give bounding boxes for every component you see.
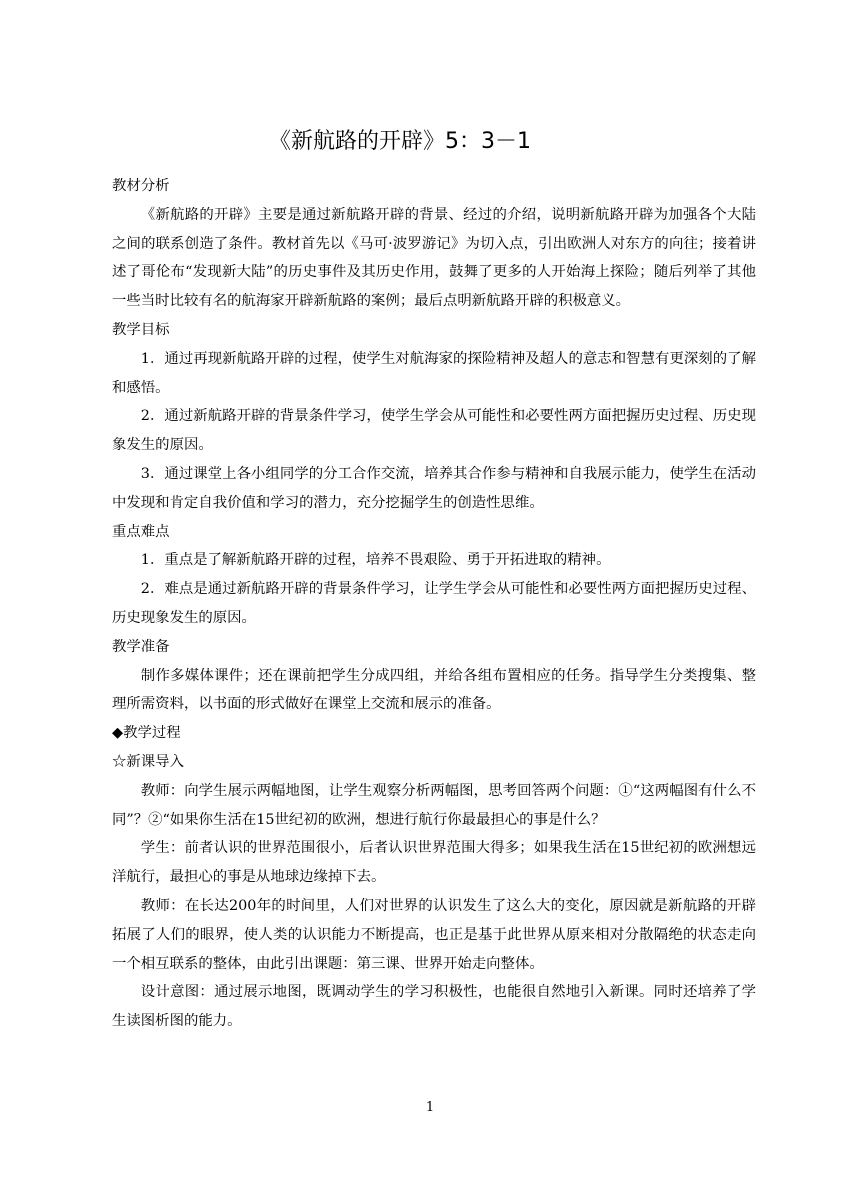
paragraph: 《新航路的开辟》主要是通过新航路开辟的背景、经过的介绍，说明新航路开辟为加强各个大陆之间的联系创造了条件。教材首先以《马可·波罗游记》为切入点，引出欧洲人对东方的向往；接着讲述了哥伦布“发现新大陆”的历史事件及其历史作用，鼓舞了更多的人开始海上探险；随后列举了其他一些当时比较有名的航海家开辟新航路的案例；最后点明新航路开辟的积极意义。 xyxy=(112,206,756,310)
paragraph: 3．通过课堂上各小组同学的分工合作交流，培养其合作参与精神和自我展示能力，使学生在活动中发现和肯定自我价值和学习的潜力，充分挖掘学生的创造性思维。 xyxy=(112,465,756,511)
section-heading: ◆教学过程 xyxy=(112,725,181,742)
document-title: 《新航路的开辟》5：3－1 xyxy=(269,129,531,154)
paragraph: 2．难点是通过新航路开辟的背景条件学习，让学生学会从可能性和必要性两方面把握历史过程、历史现象发生的原因。 xyxy=(112,581,756,626)
document-body xyxy=(112,172,756,1036)
paragraph: 制作多媒体课件；还在课前把学生分成四组，并给各组布置相应的任务。指导学生分类搜集、整理所需资料，以书面的形式做好在课堂上交流和展示的准备。 xyxy=(112,667,756,713)
section-heading: 教材分析 xyxy=(112,178,170,194)
page-number: 1 xyxy=(425,1100,435,1115)
paragraph: 设计意图：通过展示地图，既调动学生的学习积极性，也能很自然地引入新课。同时还培养了学生读图析图的能力。 xyxy=(112,984,756,1030)
paragraph: 2．通过新航路开辟的背景条件学习，使学生学会从可能性和必要性两方面把握历史过程、历史现象发生的原因。 xyxy=(112,408,756,454)
section-heading: 重点难点 xyxy=(112,523,170,540)
paragraph: 1．重点是了解新航路开辟的过程，培养不畏艰险、勇于开拓进取的精神。 xyxy=(140,552,611,569)
section-heading: ☆新课导入 xyxy=(112,753,184,770)
section-heading: 教学目标 xyxy=(112,321,170,338)
paragraph: 教师：在长达200年的时间里，人们对世界的认识发生了这么大的变化，原因就是新航路的开辟拓展了人们的眼界，使人类的认识能力不断提高，也正是基于此世界从原来相对分散隔绝的状态走向一个相互联系的整体，由此引出课题：第三课、世界开始走向整体。 xyxy=(112,897,756,972)
paragraph: 1．通过再现新航路开辟的过程，使学生对航海家的探险精神及超人的意志和智慧有更深刻的了解和感悟。 xyxy=(112,350,756,396)
paragraph: 学生：前者认识的世界范围很小，后者认识世界范围大得多；如果我生活在15世纪初的欧洲想远洋航行，最担心的事是从地球边缘掉下去。 xyxy=(112,840,756,886)
paragraph: 教师：向学生展示两幅地图，让学生观察分析两幅图，思考回答两个问题：①“这两幅图有什么不同”？②“如果你生活在15世纪初的欧洲，想进行航行你最最担心的事是什么？ xyxy=(112,782,756,828)
section-heading: 教学准备 xyxy=(112,638,170,655)
